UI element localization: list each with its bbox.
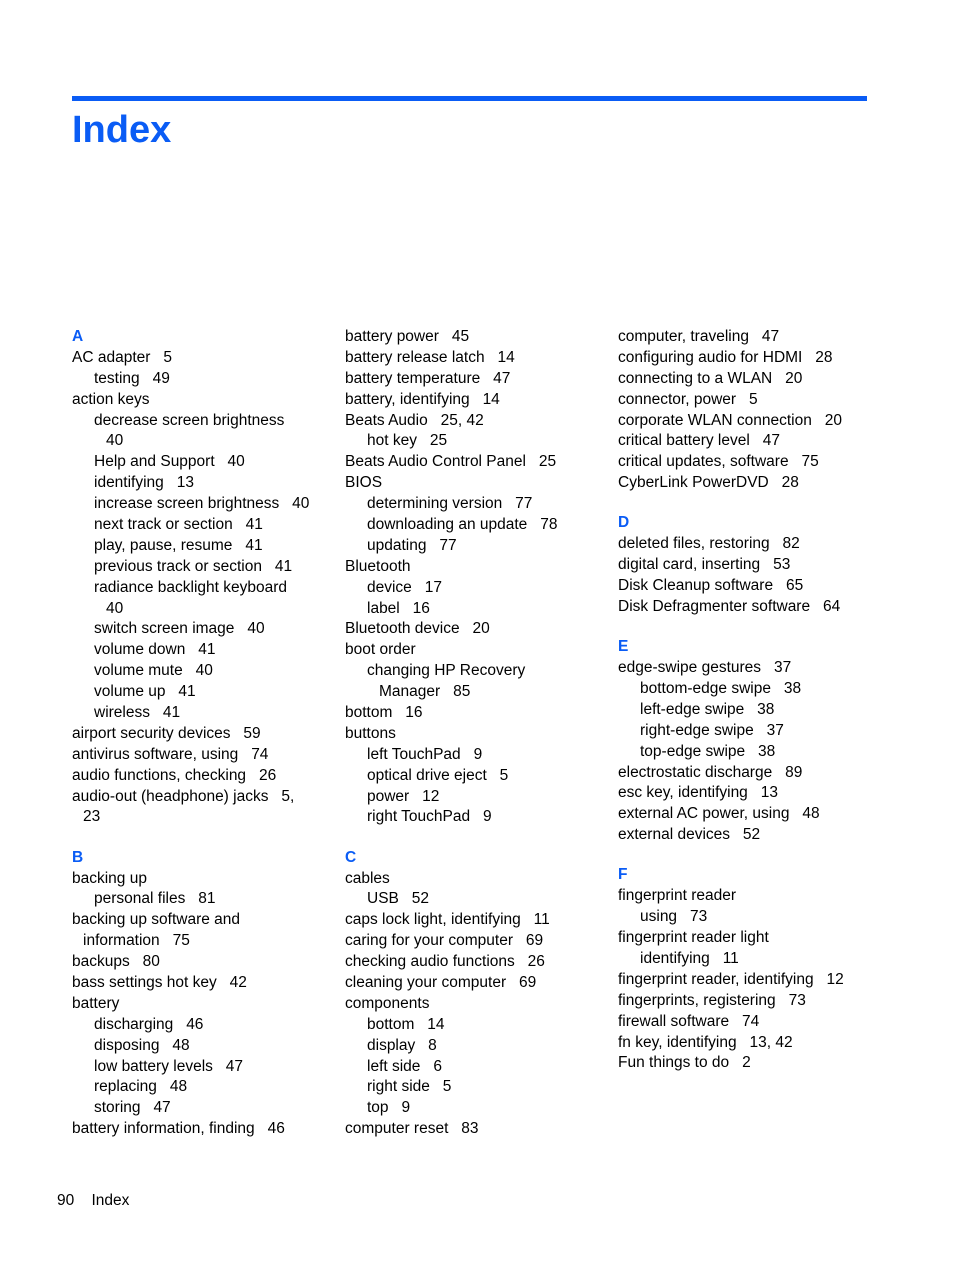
section-letter: F: [618, 866, 628, 884]
index-entry: corporate WLAN connection 20: [618, 411, 843, 429]
index-subentry: USB 52: [367, 890, 430, 908]
index-entry: action keys: [72, 390, 150, 408]
index-entry: firewall software 74: [618, 1012, 760, 1030]
index-subentry: top-edge swipe 38: [640, 742, 776, 760]
section-letter: A: [72, 328, 84, 345]
index-column-3: [618, 327, 878, 1074]
page-footer: [57, 1191, 129, 1211]
section-spacer: [618, 494, 878, 513]
index-entry: battery temperature 47: [345, 369, 511, 387]
index-entry: Beats Audio 25, 42: [345, 411, 484, 429]
index-entry: edge-swipe gestures 37: [618, 659, 792, 677]
section-spacer: [345, 828, 605, 847]
index-entry: fingerprint reader: [618, 887, 737, 905]
index-subentry: bottom-edge swipe 38: [640, 679, 802, 697]
index-entry: external devices 52: [618, 826, 761, 844]
index-subentry: storing 47: [94, 1099, 171, 1117]
index-subentry: play, pause, resume 41: [94, 536, 263, 554]
index-entry: bass settings hot key 42: [72, 974, 247, 992]
section-letter: C: [345, 848, 357, 866]
index-entry: boot order: [345, 641, 416, 659]
section-letter: E: [618, 638, 629, 656]
index-entry-continuation: information 75: [83, 932, 190, 950]
index-column-2: [345, 327, 605, 1140]
index-entry-continuation: 23: [83, 808, 101, 826]
index-entry: Disk Defragmenter software 64: [618, 597, 841, 615]
index-entry: Bluetooth: [345, 557, 411, 575]
index-subentry: hot key 25: [367, 432, 448, 450]
index-entry: battery information, finding 46: [72, 1120, 285, 1138]
index-entry: digital card, inserting 53: [618, 556, 791, 574]
index-subentry: identifying 13: [94, 474, 194, 492]
index-subentry: radiance backlight keyboard: [94, 578, 288, 596]
index-subentry: replacing 48: [94, 1078, 188, 1096]
index-subentry: optical drive eject 5: [367, 766, 509, 784]
section-spacer: [72, 828, 332, 847]
index-subentry-continuation: 40: [106, 432, 124, 450]
index-entry: buttons: [345, 724, 396, 742]
index-entry: computer, traveling 47: [618, 328, 780, 345]
index-entry: antivirus software, using 74: [72, 745, 269, 763]
index-subentry: changing HP Recovery: [367, 662, 526, 680]
title-rule: [72, 96, 867, 101]
index-subentry: left-edge swipe 38: [640, 700, 775, 718]
index-entry: battery power 45: [345, 328, 470, 345]
index-entry: Beats Audio Control Panel 25: [345, 453, 557, 471]
index-subentry: volume up 41: [94, 683, 196, 701]
index-subentry: display 8: [367, 1036, 437, 1054]
index-entry: connecting to a WLAN 20: [618, 369, 803, 387]
index-entry: components: [345, 994, 430, 1012]
index-entry: battery: [72, 994, 120, 1012]
index-entry: cables: [345, 869, 390, 887]
index-entry: Bluetooth device 20: [345, 620, 490, 638]
section-spacer: [618, 846, 878, 865]
index-entry: fn key, identifying 13, 42: [618, 1033, 793, 1051]
index-entry: battery, identifying 14: [345, 390, 500, 408]
index-subentry: updating 77: [367, 536, 457, 554]
index-subentry: volume mute 40: [94, 662, 213, 680]
index-entry: audio-out (headphone) jacks 5,: [72, 787, 295, 805]
index-entry: esc key, identifying 13: [618, 784, 778, 802]
index-subentry: increase screen brightness 40: [94, 495, 310, 513]
index-entry: deleted files, restoring 82: [618, 535, 800, 553]
index-subentry: disposing 48: [94, 1036, 190, 1054]
index-subentry: left TouchPad 9: [367, 745, 483, 763]
index-subentry: downloading an update 78: [367, 516, 558, 534]
index-entry: cleaning your computer 69: [345, 974, 537, 992]
index-entry: caring for your computer 69: [345, 932, 544, 950]
section-spacer: [618, 618, 878, 637]
index-subentry: personal files 81: [94, 890, 216, 908]
index-subentry: determining version 77: [367, 495, 533, 513]
index-column-1: [72, 327, 332, 1140]
section-letter: D: [618, 514, 630, 532]
index-subentry: using 73: [640, 908, 708, 926]
index-entry: external AC power, using 48: [618, 805, 820, 823]
index-entry: Disk Cleanup software 65: [618, 577, 804, 595]
index-subentry: power 12: [367, 787, 440, 805]
index-entry: connector, power 5: [618, 390, 758, 408]
index-entry: Fun things to do 2: [618, 1054, 751, 1072]
index-entry: airport security devices 59: [72, 724, 261, 742]
index-subentry: testing 49: [94, 369, 170, 387]
index-entry: caps lock light, identifying 11: [345, 911, 550, 929]
index-subentry: label 16: [367, 599, 430, 617]
index-subentry: wireless 41: [94, 704, 181, 722]
index-entry: backups 80: [72, 953, 160, 971]
index-entry: bottom 16: [345, 704, 423, 722]
index-entry: configuring audio for HDMI 28: [618, 348, 833, 366]
index-subentry: right-edge swipe 37: [640, 721, 784, 739]
index-entry: battery release latch 14: [345, 348, 515, 366]
index-entry: electrostatic discharge 89: [618, 763, 803, 781]
index-subentry: decrease screen brightness: [94, 411, 285, 429]
index-subentry: switch screen image 40: [94, 620, 265, 638]
index-subentry: volume down 41: [94, 641, 216, 659]
index-subentry: next track or section 41: [94, 516, 263, 534]
page-title: Index: [72, 109, 172, 151]
index-subentry-continuation: Manager 85: [379, 683, 471, 701]
index-subentry: previous track or section 41: [94, 557, 293, 575]
index-entry: audio functions, checking 26: [72, 766, 277, 784]
index-subentry: right TouchPad 9: [367, 808, 492, 826]
index-entry: fingerprint reader light: [618, 929, 769, 947]
index-subentry-continuation: 40: [106, 599, 124, 617]
footer-section-label: Index: [91, 1192, 130, 1209]
index-entry: checking audio functions 26: [345, 953, 545, 971]
index-entry: backing up: [72, 869, 147, 887]
index-subentry: identifying 11: [640, 949, 739, 967]
index-subentry: discharging 46: [94, 1015, 204, 1033]
index-entry: CyberLink PowerDVD 28: [618, 474, 799, 492]
index-subentry: device 17: [367, 578, 442, 596]
index-subentry: low battery levels 47: [94, 1057, 244, 1075]
index-entry: AC adapter 5: [72, 348, 172, 366]
index-entry: computer reset 83: [345, 1120, 479, 1138]
index-entry: critical updates, software 75: [618, 453, 819, 471]
section-letter: B: [72, 848, 84, 866]
footer-page-number: 90: [57, 1192, 75, 1209]
index-entry: BIOS: [345, 474, 383, 492]
index-subentry: top 9: [367, 1099, 411, 1117]
index-subentry: left side 6: [367, 1057, 442, 1075]
index-subentry: Help and Support 40: [94, 453, 245, 471]
index-entry: critical battery level 47: [618, 432, 780, 450]
index-subentry: right side 5: [367, 1078, 452, 1096]
index-entry: fingerprint reader, identifying 12: [618, 970, 844, 988]
index-subentry: bottom 14: [367, 1015, 445, 1033]
index-entry: backing up software and: [72, 911, 241, 929]
index-entry: fingerprints, registering 73: [618, 991, 806, 1009]
